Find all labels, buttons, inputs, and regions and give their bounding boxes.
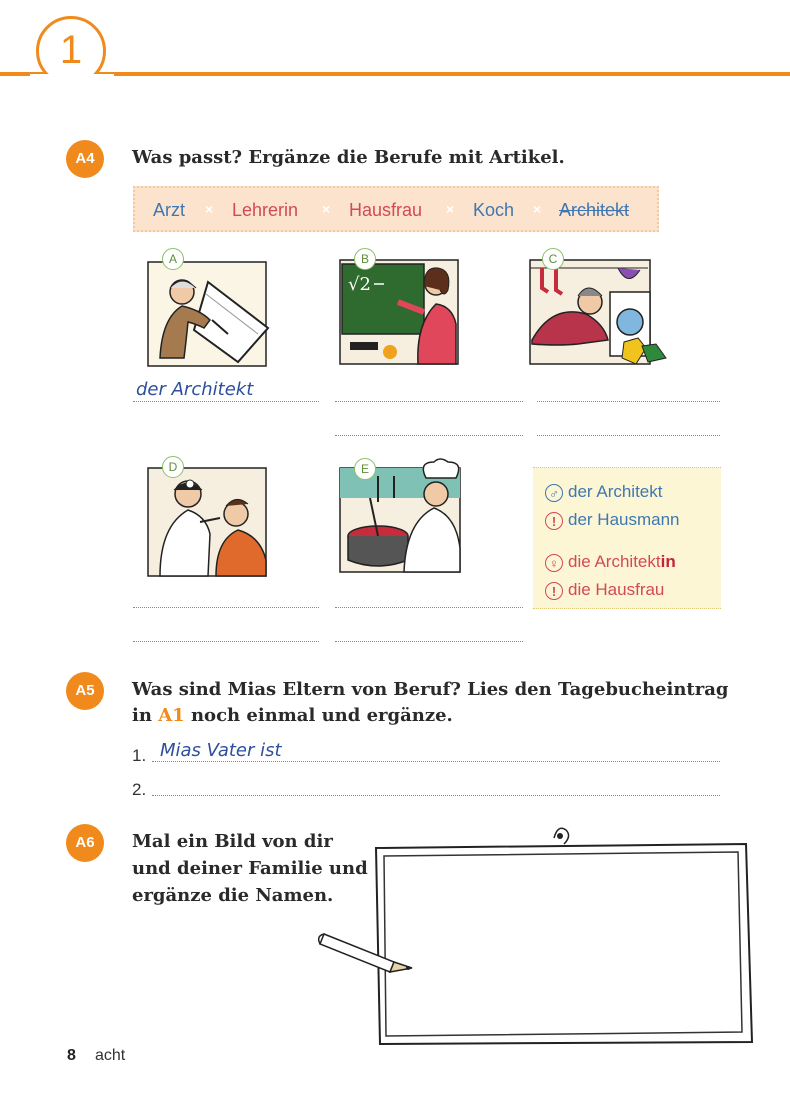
- word-hausfrau: Hausfrau: [349, 200, 423, 220]
- page-number: 8: [67, 1047, 76, 1064]
- answer-line-c[interactable]: [537, 401, 720, 402]
- unit-number: 1: [59, 28, 83, 72]
- item-1-handwritten: Mias Vater ist: [160, 740, 282, 761]
- warning-icon: !: [545, 512, 563, 530]
- picture-cook: [338, 458, 470, 576]
- answer-line-b[interactable]: [335, 401, 523, 402]
- reference-a1: A1: [158, 705, 185, 726]
- task-badge-a4: A4: [66, 140, 104, 178]
- separator: ×: [205, 201, 214, 217]
- picture-housewife: [528, 252, 670, 370]
- task-a4-instruction: Was passt? Ergänze die Berufe mit Artikel.: [132, 147, 565, 168]
- task-a6-line2: und deiner Familie und: [132, 858, 368, 879]
- answer-line-c2[interactable]: [537, 435, 720, 436]
- answer-line-a[interactable]: [133, 401, 319, 402]
- task-a6-line3: ergänze die Namen.: [132, 885, 334, 906]
- word-arzt: Arzt: [153, 200, 186, 220]
- task-a5-instruction-line2: in A1 noch einmal und ergänze.: [132, 705, 453, 726]
- answer-line-d2[interactable]: [133, 641, 319, 642]
- task-a6-line1: Mal ein Bild von dir: [132, 831, 333, 852]
- header-rule: [0, 72, 790, 76]
- grammar-line-3-stem: die Architekt: [568, 552, 661, 571]
- item-line-1[interactable]: [152, 761, 720, 762]
- svg-text:√2: √2: [348, 274, 371, 295]
- task-badge-a6: A6: [66, 824, 104, 862]
- separator: ×: [446, 201, 455, 217]
- warning-icon: !: [545, 582, 563, 600]
- picture-label-e: E: [354, 458, 376, 480]
- word-box: [133, 186, 659, 232]
- item-number-1: 1.: [132, 746, 147, 765]
- grammar-line-3-suffix: in: [660, 552, 676, 571]
- word-koch: Koch: [473, 200, 515, 220]
- word-architekt-crossed: Architekt: [559, 200, 630, 220]
- answer-line-b2[interactable]: [335, 435, 523, 436]
- picture-label-c: C: [542, 248, 564, 270]
- picture-label-b: B: [354, 248, 376, 270]
- picture-label-d: D: [162, 456, 184, 478]
- grammar-line-4: die Hausfrau: [568, 580, 665, 599]
- answer-line-e[interactable]: [335, 607, 523, 608]
- grammar-box: [533, 467, 721, 609]
- answer-line-d[interactable]: [133, 607, 319, 608]
- page-number-word: acht: [95, 1047, 126, 1064]
- grammar-line-2: der Hausmann: [568, 510, 680, 529]
- picture-architect: [146, 252, 270, 370]
- answer-line-e2[interactable]: [335, 641, 523, 642]
- separator: ×: [322, 201, 331, 217]
- male-person-icon: ♂: [545, 484, 563, 502]
- task-badge-a5: A5: [66, 672, 104, 710]
- word-lehrerin: Lehrerin: [232, 200, 299, 220]
- drawing-frame[interactable]: [318, 816, 758, 1048]
- task-a5-instruction-line1: Was sind Mias Eltern von Beruf? Lies den Tagebucheintrag: [132, 679, 729, 700]
- picture-doctor: [146, 460, 270, 580]
- female-person-icon: ♀: [545, 554, 563, 572]
- picture-label-a: A: [162, 248, 184, 270]
- grammar-line-1: der Architekt: [568, 482, 663, 501]
- item-line-2[interactable]: [152, 795, 720, 796]
- answer-a-handwritten: der Architekt: [136, 379, 254, 400]
- item-number-2: 2.: [132, 780, 147, 799]
- separator: ×: [533, 201, 542, 217]
- picture-teacher: [338, 252, 462, 368]
